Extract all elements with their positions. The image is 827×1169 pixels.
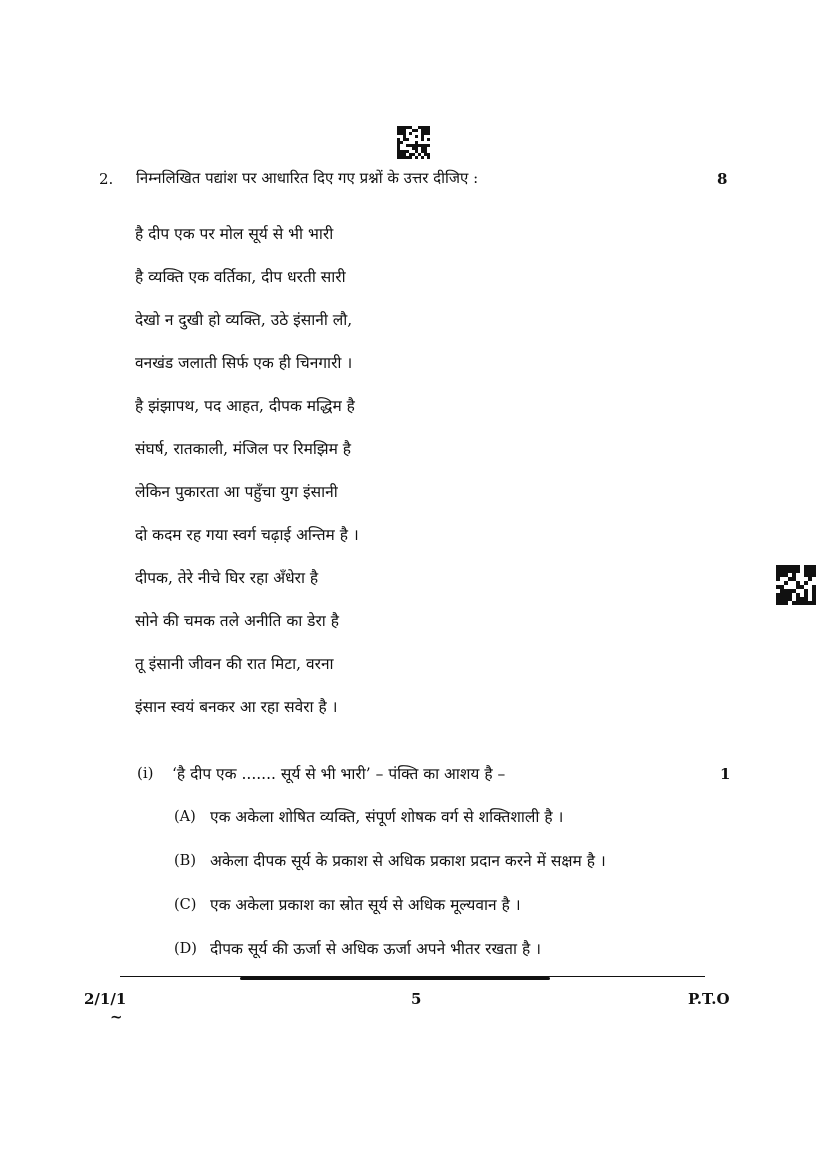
poem-line: है दीप एक पर मोल सूर्य से भी भारी (135, 225, 334, 243)
option-label: (B) (174, 853, 196, 869)
qr-code-top (397, 126, 430, 159)
footer-divider-thick (240, 977, 550, 980)
option-label: (D) (174, 941, 197, 957)
page-number: 5 (411, 990, 422, 1008)
paper-code: 2/1/1 (84, 990, 127, 1008)
poem-line: वनखंड जलाती सिर्फ एक ही चिनगारी । (135, 354, 353, 372)
poem-line: लेकिन पुकारता आ पहुँचा युग इंसानी (135, 483, 338, 501)
poem-passage (135, 223, 359, 739)
poem-line: इंसान स्वयं बनकर आ रहा सवेरा है । (135, 698, 338, 716)
subquestion-number: (i) (137, 764, 154, 782)
subquestion-text: ‘है दीप एक ....... सूर्य से भी भारी’ – पंक्ति का आशय है – (172, 765, 506, 783)
option-text: एक अकेला शोषित व्यक्ति, संपूर्ण शोषक वर्ग से शक्तिशाली है । (210, 808, 564, 826)
poem-line: संघर्ष, रातकाली, मंजिल पर रिमझिम है (135, 440, 352, 458)
question-marks: 8 (717, 170, 728, 188)
option-text: एक अकेला प्रकाश का स्रोत सूर्य से अधिक मूल्यवान है । (210, 896, 521, 914)
question-instruction: निम्नलिखित पद्यांश पर आधारित दिए गए प्रश्नों के उत्तर दीजिए : (136, 169, 479, 187)
option-b (174, 850, 606, 894)
option-label: (C) (174, 897, 197, 913)
option-label: (A) (174, 809, 196, 825)
question-number: 2. (99, 170, 114, 188)
poem-line: देखो न दुखी हो व्यक्ति, उठे इंसानी लौ, (135, 311, 353, 329)
subquestion-marks: 1 (720, 765, 731, 783)
tilde-mark: ~ (110, 1008, 123, 1026)
qr-module (812, 601, 816, 605)
qr-module (427, 156, 430, 159)
poem-line: दीपक, तेरे नीचे घिर रहा अँधेरा है (135, 569, 319, 587)
poem-line: है व्यक्ति एक वर्तिका, दीप धरती सारी (135, 268, 346, 286)
option-text: दीपक सूर्य की ऊर्जा से अधिक ऊर्जा अपने भीतर रखता है । (210, 940, 541, 958)
option-c (174, 894, 606, 938)
pto-label: P.T.O (688, 990, 730, 1008)
qr-code-side (776, 565, 816, 605)
poem-line: है झंझापथ, पद आहत, दीपक मद्धिम है (135, 397, 355, 415)
poem-line: सोने की चमक तले अनीति का डेरा है (135, 612, 339, 630)
answer-options (174, 806, 606, 982)
poem-line: तू इंसानी जीवन की रात मिटा, वरना (135, 655, 334, 673)
poem-line: दो कदम रह गया स्वर्ग चढ़ाई अन्तिम है । (135, 526, 359, 544)
option-a (174, 806, 606, 850)
option-text: अकेला दीपक सूर्य के प्रकाश से अधिक प्रकाश प्रदान करने में सक्षम है । (210, 852, 606, 870)
